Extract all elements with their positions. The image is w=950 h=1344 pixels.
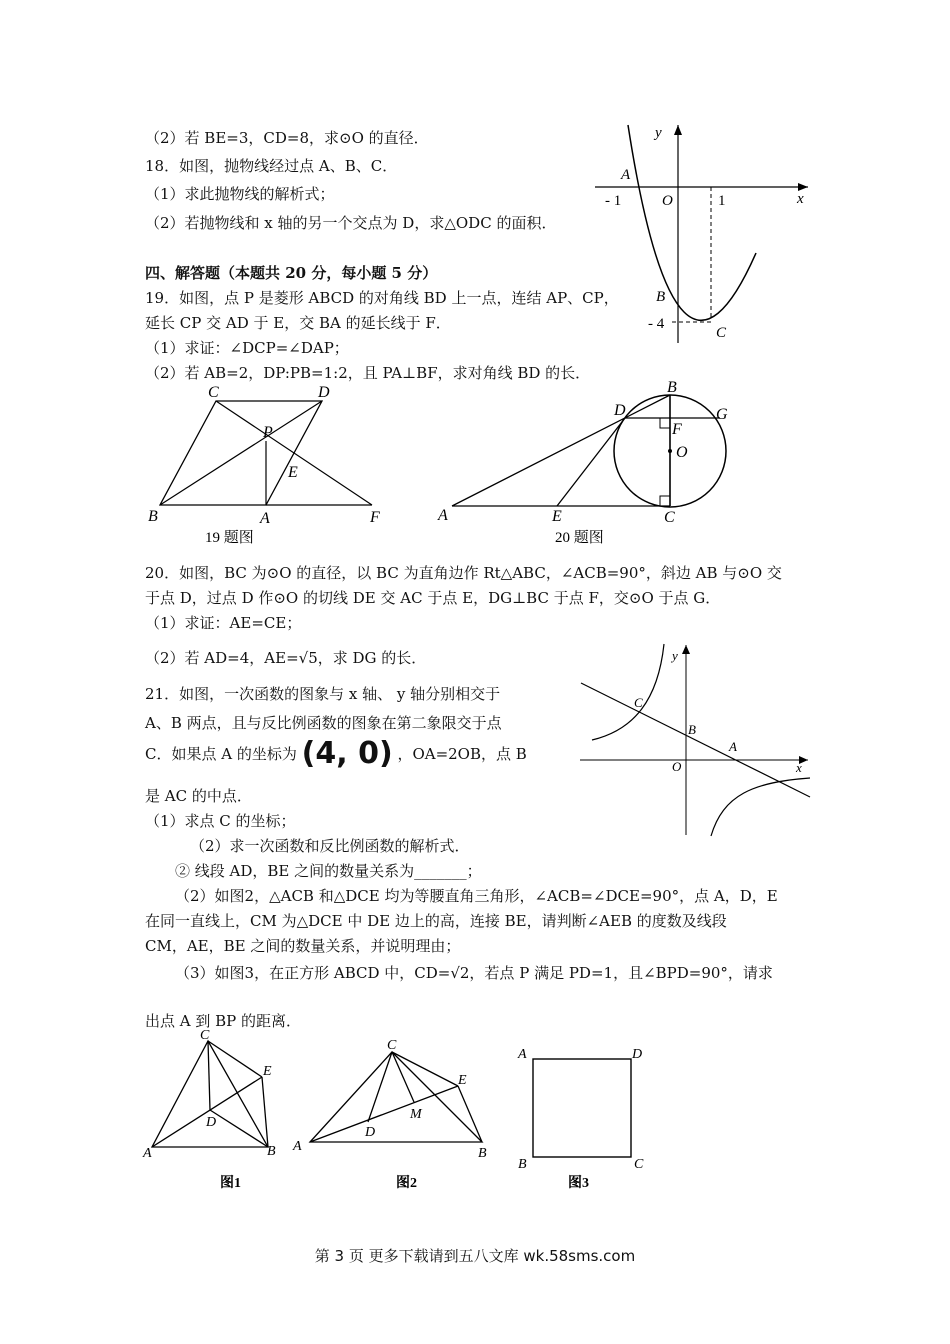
figure-caption: 图1 xyxy=(220,1176,241,1191)
section-heading: 四、解答题（本题共 20 分，每小题 5 分） xyxy=(145,264,438,282)
point-label-B: B xyxy=(688,722,696,737)
origin-label: O xyxy=(672,759,682,774)
text-line: 19．如图，点 P 是菱形 ABCD 的对角线 BD 上一点，连结 AP、CP， xyxy=(145,289,619,307)
point-label-E: E xyxy=(263,1064,272,1079)
x-axis-label: x xyxy=(796,760,802,775)
text-line xyxy=(145,736,527,771)
text-line: （3）如图3，在正方形 ABCD 中，CD=√2，若点 P 满足 PD=1，且∠BPD=90°，请求 xyxy=(175,964,773,982)
point-label-D: D xyxy=(206,1115,217,1130)
point-label-E: E xyxy=(552,508,562,525)
point-label-E: E xyxy=(288,464,298,481)
point-label-F: F xyxy=(370,509,380,526)
text-line: （1）求此抛物线的解析式； xyxy=(145,185,335,203)
point-label-B: B xyxy=(267,1144,276,1159)
y-axis-label: y xyxy=(672,648,678,663)
circle-figure xyxy=(430,375,750,555)
text-line: （2）若 BE=3，CD=8，求⊙O 的直径． xyxy=(145,129,429,147)
point-label-M: M xyxy=(410,1107,422,1122)
text-line: （1）求证：∠DCP=∠DAP； xyxy=(145,339,349,357)
point-label-F: F xyxy=(672,421,682,438)
text-line: （2）若 AD=4，AE=√5，求 DG 的长． xyxy=(145,649,427,667)
hyperbola-figure xyxy=(578,640,818,840)
point-label-C: C xyxy=(664,509,675,526)
point-label-B: B xyxy=(656,289,666,305)
text-line: CM，AE，BE 之间的数量关系，并说明理由； xyxy=(145,937,461,955)
point-label-A: A xyxy=(143,1146,152,1161)
point-label-P: P xyxy=(263,424,273,441)
figure-caption: 图2 xyxy=(396,1176,417,1191)
text-line: （2）如图2，△ACB 和△DCE 均为等腰直角三角形，∠ACB=∠DCE=90°，点 A，D，E xyxy=(175,887,778,905)
point-label-C: C xyxy=(387,1038,397,1053)
triangle-figure-1 xyxy=(140,1025,290,1195)
text-line: （1）求点 C 的坐标； xyxy=(145,812,296,830)
text-line: （2）若抛物线和 x 轴的另一个交点为 D，求△ODC 的面积． xyxy=(145,214,557,232)
origin-label: O xyxy=(662,193,673,209)
point-label-C: C xyxy=(200,1028,210,1043)
point-label-D: D xyxy=(614,402,626,419)
text-segment: C．如果点 A 的坐标为 xyxy=(145,745,297,763)
point-label-A: A xyxy=(729,739,737,754)
text-line: （2）若 AB=2，DP:PB=1:2，且 PA⊥BF，求对角线 BD 的长． xyxy=(145,364,591,382)
text-line: ② 线段 AD，BE 之间的数量关系为_______； xyxy=(175,862,482,880)
text-segment: ，OA=2OB，点 B xyxy=(397,745,527,763)
point-label-B: B xyxy=(478,1146,487,1161)
page-footer: 第 3 页 更多下载请到五八文库 wk.58sms.com xyxy=(314,1247,636,1265)
square-figure-3 xyxy=(510,1042,660,1192)
figure-caption: 19 题图 xyxy=(205,530,254,546)
text-line: 延长 CP 交 AD 于 E，交 BA 的延长线于 F． xyxy=(145,314,451,332)
point-label-A: A xyxy=(438,507,448,524)
point-label-B: B xyxy=(518,1157,527,1172)
point-label-C: C xyxy=(716,325,727,341)
tick-label: - 4 xyxy=(648,316,665,332)
point-label-C: C xyxy=(208,385,219,401)
text-line: 21．如图，一次函数的图象与 x 轴、 y 轴分别相交于 xyxy=(145,685,501,703)
figure-caption: 图3 xyxy=(568,1176,589,1191)
coordinate-text: (4, 0) xyxy=(301,736,393,771)
point-label-B: B xyxy=(148,508,158,525)
point-label-D: D xyxy=(365,1125,376,1140)
point-label-O: O xyxy=(676,444,688,461)
text-line: A、B 两点，且与反比例函数的图象在第二象限交于点 xyxy=(145,714,502,732)
text-line: 18．如图，抛物线经过点 A、B、C． xyxy=(145,157,398,175)
x-axis-label: x xyxy=(797,191,804,207)
parabola-figure xyxy=(590,115,820,345)
tick-label: 1 xyxy=(718,193,726,209)
tick-label: - 1 xyxy=(605,193,622,209)
point-label-E: E xyxy=(458,1073,467,1088)
point-label-D: D xyxy=(632,1047,643,1062)
point-label-A: A xyxy=(260,510,270,527)
text-line: 20．如图，BC 为⊙O 的直径，以 BC 为直角边作 Rt△ABC，∠ACB=90°，斜边 AB 与⊙O 交 xyxy=(145,564,782,582)
point-label-A: A xyxy=(293,1139,302,1154)
point-label-C: C xyxy=(634,695,643,710)
point-label-G: G xyxy=(716,406,728,423)
point-label-A: A xyxy=(518,1047,527,1062)
point-label-B: B xyxy=(667,379,677,396)
text-line: （2）求一次函数和反比例函数的解析式． xyxy=(190,837,470,855)
rhombus-figure xyxy=(140,385,400,555)
triangle-figure-2 xyxy=(290,1030,500,1195)
point-label-D: D xyxy=(318,385,330,401)
y-axis-label: y xyxy=(655,125,662,141)
text-line: 在同一直线上，CM 为△DCE 中 DE 边上的高，连接 BE，请判断∠AEB 的度数及线段 xyxy=(145,912,727,930)
point-label-C: C xyxy=(634,1157,644,1172)
point-label-A: A xyxy=(621,167,631,183)
text-line: 于点 D，过点 D 作⊙O 的切线 DE 交 AC 于点 E，DG⊥BC 于点 F，交⊙O 于点 G． xyxy=(145,589,721,607)
text-line: 是 AC 的中点． xyxy=(145,787,252,805)
figure-caption: 20 题图 xyxy=(555,530,604,546)
text-line: 出点 A 到 BP 的距离． xyxy=(145,1012,302,1030)
text-line: （1）求证：AE=CE； xyxy=(145,614,302,632)
